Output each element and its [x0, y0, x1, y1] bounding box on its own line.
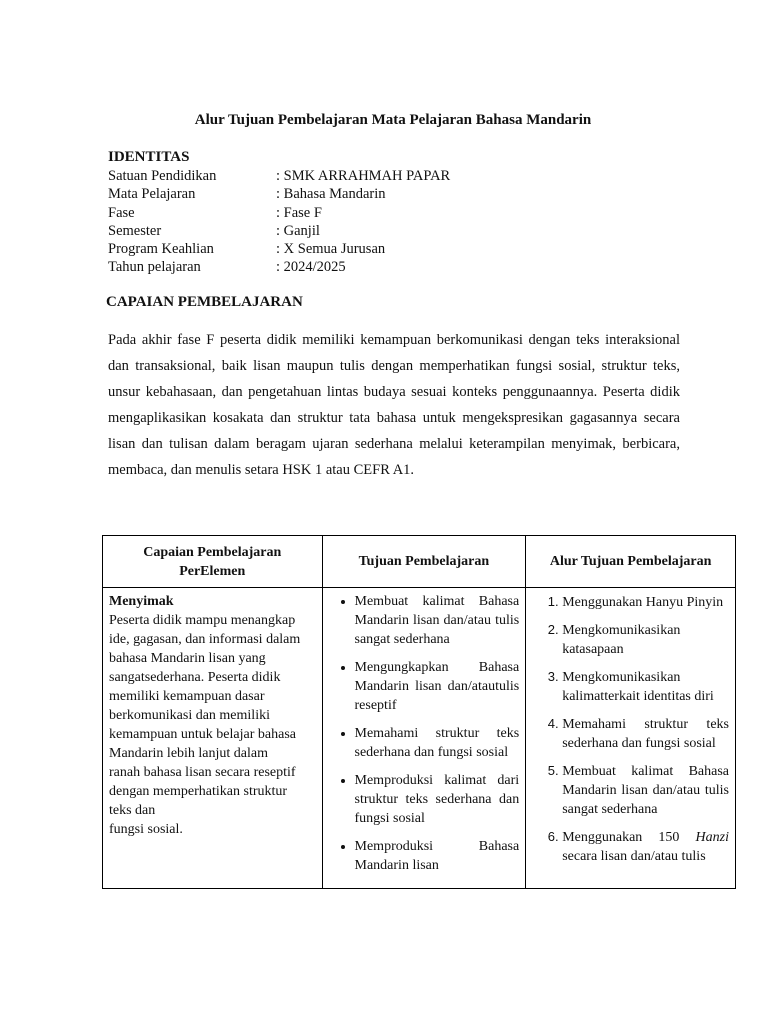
identitas-heading: IDENTITAS	[108, 149, 190, 165]
tujuan-item: • Memproduksi kalimat dari struktur teks sederhana dan fungsi sosial	[355, 771, 520, 828]
identitas-row	[108, 240, 450, 258]
element-line: Mandarin lebih lanjut dalam	[109, 746, 269, 761]
element-cell	[103, 588, 323, 889]
tujuan-item: • Memahami struktur teks sederhana dan fungsi sosial	[355, 724, 520, 762]
alur-cell	[526, 588, 736, 889]
element-line: ide, gagasan, dan informasi dalam	[109, 632, 301, 647]
identitas-row	[108, 222, 450, 240]
identitas-row	[108, 167, 450, 185]
alur-item: 2. Mengkomunikasikan katasapaan	[562, 620, 729, 659]
tujuan-item: • Mengungkapkan Bahasa Mandarin lisan dan/atautulis reseptif	[355, 658, 520, 715]
element-line: berkomunikasi dan memiliki	[109, 708, 270, 723]
tujuan-list	[329, 592, 520, 875]
capaian-heading: CAPAIAN PEMBELAJARAN	[106, 294, 303, 310]
table-row	[103, 588, 736, 889]
identitas-row	[108, 204, 450, 222]
capaian-paragraph: Pada akhir fase F peserta didik memiliki kemampuan berkomunikasi dengan teks interaksional dan transaksional, baik lisan maupun tulis dengan memperhatikan fungsi sosial, struktur teks, unsur kebahasaan, dan pengetahuan lintas budaya sesuai konteks penggunaannya. Peserta didik mengaplikasikan kosakata dan struktur tata bahasa untuk mengekspresikan gagasannya secara lisan dan tulisan dalam beragam ujaran sederhana melalui keterampilan menyimak, berbicara, membaca, dan menulis setara HSK 1 atau CEFR A1.	[108, 332, 680, 478]
identitas-label: Mata Pelajaran	[108, 186, 196, 203]
identitas-row	[108, 185, 450, 203]
element-line: memiliki kemampuan dasar	[109, 689, 265, 704]
tujuan-item: • Memproduksi Bahasa Mandarin lisan	[355, 837, 520, 875]
hanzi-term: Hanzi	[695, 830, 729, 845]
tujuan-cell	[322, 588, 526, 889]
identitas-label: Fase	[108, 204, 135, 221]
header-capaian: Capaian Pembelajaran PerElemen	[103, 536, 323, 588]
element-line: bahasa Mandarin lisan yang	[109, 651, 266, 666]
identitas-value: : X Semua Jurusan	[276, 241, 386, 258]
element-line: ranah bahasa lisan secara reseptif	[109, 765, 296, 780]
identitas-value: : SMK ARRAHMAH PAPAR	[276, 168, 451, 184]
alur-item-text: Menggunakan 150	[562, 830, 696, 845]
identitas-label: Program Keahlian	[108, 241, 214, 258]
identitas-value: : Fase F	[276, 204, 322, 221]
identitas-list	[108, 167, 450, 277]
element-line: dengan memperhatikan struktur	[109, 784, 288, 799]
element-line: teks dan	[109, 803, 156, 818]
element-line: sangatsederhana. Peserta didik	[109, 670, 281, 685]
element-line: Peserta didik mampu menangkap	[109, 613, 296, 628]
identitas-value: : Ganjil	[276, 222, 320, 239]
identitas-row	[108, 258, 450, 276]
document-title: Alur Tujuan Pembelajaran Mata Pelajaran Bahasa Mandarin	[194, 112, 592, 128]
identitas-label: Satuan Pendidikan	[108, 168, 217, 184]
identitas-value: : 2024/2025	[276, 259, 346, 276]
alur-item	[562, 827, 729, 866]
table-header-row	[103, 536, 736, 588]
alur-item: 5. Membuat kalimat Bahasa Mandarin lisan dan/atau tulis sangat sederhana	[562, 761, 729, 819]
header-alur: Alur Tujuan Pembelajaran	[526, 536, 736, 588]
identitas-label: Semester	[108, 222, 162, 239]
element-line: kemampuan untuk belajar bahasa	[109, 727, 296, 742]
header-tujuan: Tujuan Pembelajaran	[322, 536, 526, 588]
alur-item: 4. Memahami struktur teks sederhana dan fungsi sosial	[562, 714, 729, 753]
tujuan-item: • Membuat kalimat Bahasa Mandarin lisan dan/atau tulis sangat sederhana	[355, 592, 520, 649]
element-title: Menyimak	[109, 594, 174, 609]
atp-table	[102, 535, 736, 889]
element-line: fungsi sosial.	[109, 822, 183, 837]
alur-item: 3. Mengkomunikasikan kalimatterkait identitas diri	[562, 667, 729, 706]
alur-list	[532, 592, 729, 866]
alur-item: 1. Menggunakan Hanyu Pinyin	[562, 592, 729, 612]
identitas-value: : Bahasa Mandarin	[276, 186, 386, 203]
alur-item-text: secara lisan dan/atau tulis	[562, 849, 706, 864]
identitas-label: Tahun pelajaran	[108, 259, 201, 276]
